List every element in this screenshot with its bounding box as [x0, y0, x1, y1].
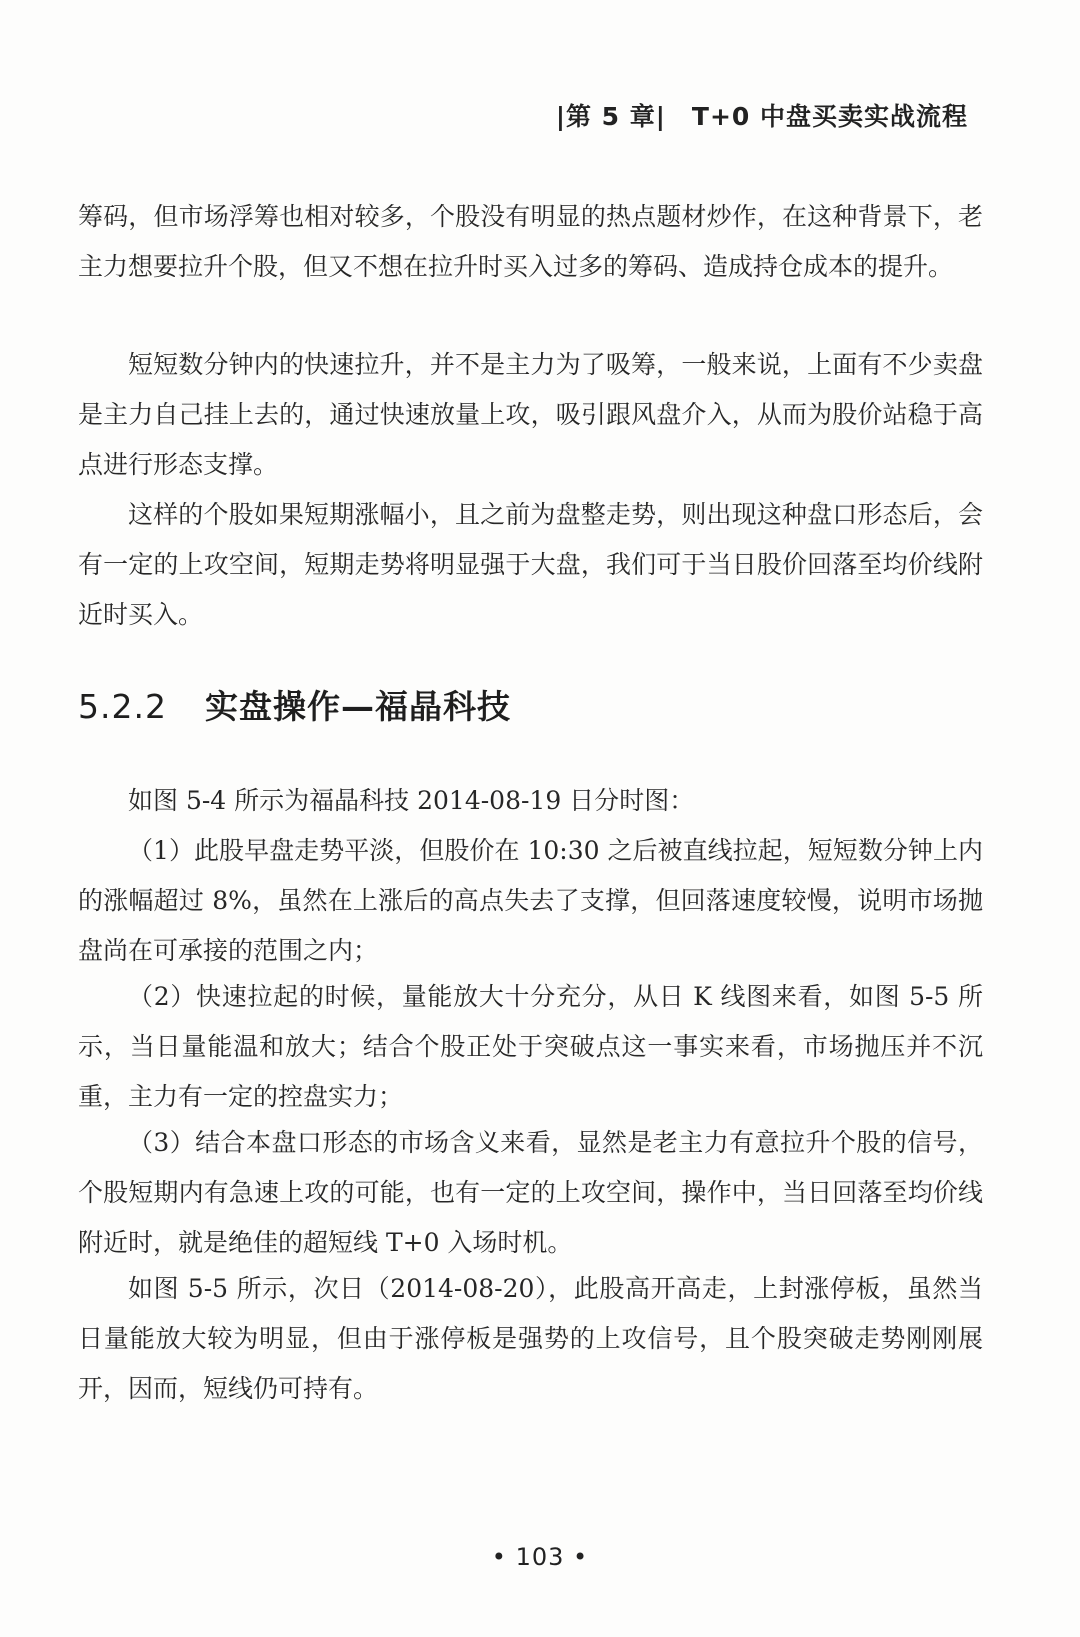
section-heading [78, 681, 511, 728]
running-header [556, 97, 968, 133]
paragraph-block [78, 1264, 983, 1414]
chapter-title: T+0 中盘买卖实战流程 [691, 102, 968, 131]
paragraph-block [78, 490, 983, 640]
page-number: • 103 • [491, 1543, 589, 1571]
paragraph-block [78, 776, 983, 826]
section-number: 5.2.2 [78, 687, 167, 726]
list-item-1: （1）此股早盘走势平淡，但股价在 10:30 之后被直线拉起，短短数分钟上内的涨幅超过 8%，虽然在上涨后的高点失去了支撑，但回落速度较慢，说明市场抛盘尚在可承接的范围之内； [78, 836, 983, 965]
paragraph: 短短数分钟内的快速拉升，并不是主力为了吸筹，一般来说，上面有不少卖盘是主力自己挂上去的，通过快速放量上攻，吸引跟风盘介入，从而为股价站稳于高点进行形态支撑。 [78, 350, 983, 479]
paragraph: 这样的个股如果短期涨幅小，且之前为盘整走势，则出现这种盘口形态后，会有一定的上攻空间，短期走势将明显强于大盘，我们可于当日股价回落至均价线附近时买入。 [78, 500, 983, 629]
paragraph-continued: 筹码，但市场浮筹也相对较多，个股没有明显的热点题材炒作，在这种背景下，老主力想要拉升个股，但又不想在拉升时买入过多的筹码、造成持仓成本的提升。 [78, 202, 983, 281]
paragraph-block [78, 1118, 983, 1268]
paragraph-block [78, 972, 983, 1122]
paragraph-block [78, 826, 983, 976]
paragraph-closing: 如图 5-5 所示，次日（2014-08-20），此股高开高走，上封涨停板，虽然当日量能放大较为明显，但由于涨停板是强势的上攻信号，且个股突破走势刚刚展开，因而，短线仍可持有。 [78, 1274, 983, 1403]
paragraph-block [78, 192, 983, 292]
list-item-3: （3）结合本盘口形态的市场含义来看，显然是老主力有意拉升个股的信号，个股短期内有急速上攻的可能，也有一定的上攻空间，操作中，当日回落至均价线附近时，就是绝佳的超短线 T+0 入场时机。 [78, 1128, 983, 1257]
paragraph-block [78, 340, 983, 490]
paragraph-intro: 如图 5-4 所示为福晶科技 2014-08-19 日分时图： [128, 786, 695, 815]
chapter-label: |第 5 章| [555, 102, 666, 131]
list-item-2: （2）快速拉起的时候，量能放大十分充分，从日 K 线图来看，如图 5-5 所示，当日量能温和放大；结合个股正处于突破点这一事实来看，市场抛压并不沉重，主力有一定的控盘实力； [78, 982, 983, 1111]
section-title: 实盘操作—福晶科技 [204, 687, 511, 726]
